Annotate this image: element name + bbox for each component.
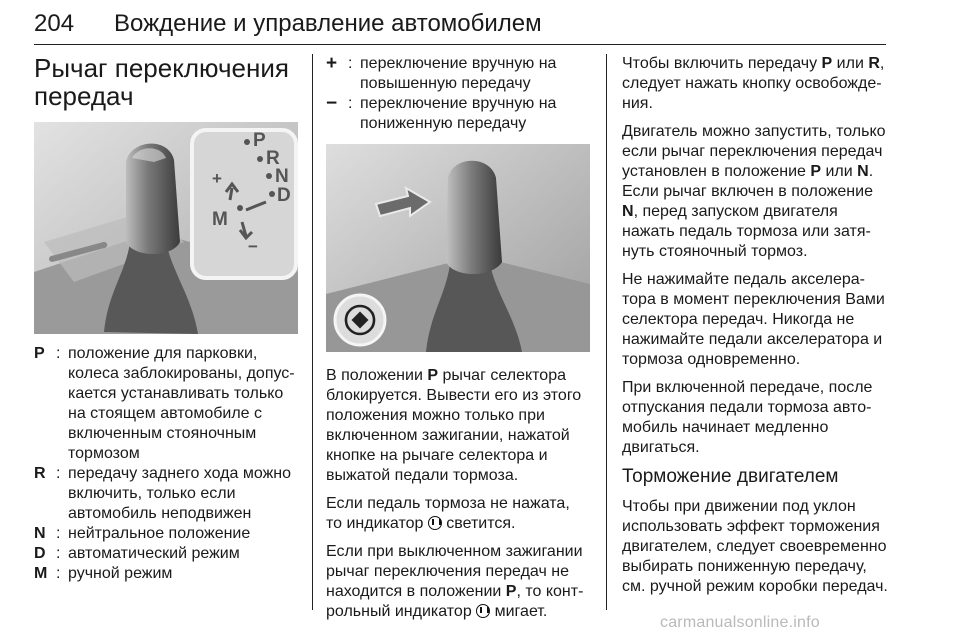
paragraph-brake-indicator: Если педаль тормоза не нажата, то индикатор светится. — [326, 495, 570, 532]
column-2 — [326, 54, 590, 630]
definition-n: N : нейтральное положение — [34, 525, 251, 542]
brake-indicator-icon — [428, 516, 442, 530]
release-button-illustration — [326, 144, 590, 352]
page-number: 204 — [34, 10, 75, 37]
definition-d: D : автоматический режим — [34, 545, 240, 562]
paragraph-engine-braking: Чтобы при движении под уклон использовать эффект торможения двигателем, следует своевременно выбирать пониженную передачу, см. ручной режим коробки передач. — [622, 498, 888, 595]
figure-label-d: D — [277, 185, 291, 206]
release-button-figure — [326, 144, 590, 352]
watermark: carmanualsonline.info — [660, 614, 820, 631]
brake-indicator-icon-2 — [476, 604, 490, 618]
definition-minus: − : переключение вручную на пониженную передачу — [326, 93, 557, 132]
figure-label-m: M — [212, 209, 228, 230]
column-3 — [622, 54, 890, 605]
section-heading: Рычаг переключения передач — [34, 53, 289, 111]
figure-label-n: N — [275, 166, 289, 187]
paragraph-accelerator-warning: Не нажимайте педаль акселератора в момент переключения Вами селектора передач. Никогда не нажимайте педали акселератора и тормоза одновременно. — [622, 271, 885, 368]
definition-r: R : передачу заднего хода можно включить, только если автомобиль неподвижен — [34, 465, 292, 522]
figure-label-plus: + — [212, 169, 222, 188]
paragraph-creep: При включенной передаче, после отпускания педали тормоза автомобиль начинает медленно двигаться. — [622, 379, 873, 456]
gear-definitions — [34, 344, 298, 584]
paragraph-p-lock: В положении P рычаг селектора блокируется. Вывести его из этого положения можно только при включенном зажигании, нажатой кнопке на рычаге селектора и выжатой педали тормоза. — [326, 367, 582, 484]
column-divider-1 — [312, 54, 313, 610]
column-divider-2 — [606, 54, 607, 610]
page-header — [34, 6, 886, 45]
definition-m: M : ручной режим — [34, 565, 173, 582]
paragraph-engine-start: Двигатель можно запустить, только если рычаг переключения передач установлен в положение P или N. Если рычаг включен в положение N, перед запуском двигателя нажать педаль тормоза или затянуть стояночный тормоз. — [622, 123, 886, 260]
figure-label-p: P — [253, 130, 266, 151]
column-1 — [34, 54, 298, 584]
subheading-engine-braking: Торможение двигателем — [622, 466, 839, 487]
figure-label-r: R — [266, 148, 280, 169]
header-title: Вождение и управление автомобилем — [114, 10, 542, 37]
definition-plus: + : переключение вручную на повышенную передачу — [326, 53, 557, 92]
manual-shift-definitions — [326, 54, 590, 134]
gear-selector-figure — [34, 122, 298, 334]
paragraph-ignition-off: Если при выключенном зажигании рычаг переключения передач не находится в положении P, то контрольный индикатор мигает. — [326, 543, 584, 620]
definition-p: P : положение для парковки, колеса заблокированы, допускается устанавливать только на стоящем автомобиле с включенным стояночным тормозом — [34, 345, 295, 462]
figure-label-minus: − — [248, 237, 258, 256]
paragraph-release-button: Чтобы включить передачу P или R, следует нажать кнопку освобождения. — [622, 55, 885, 112]
gear-selector-illustration — [34, 122, 298, 334]
